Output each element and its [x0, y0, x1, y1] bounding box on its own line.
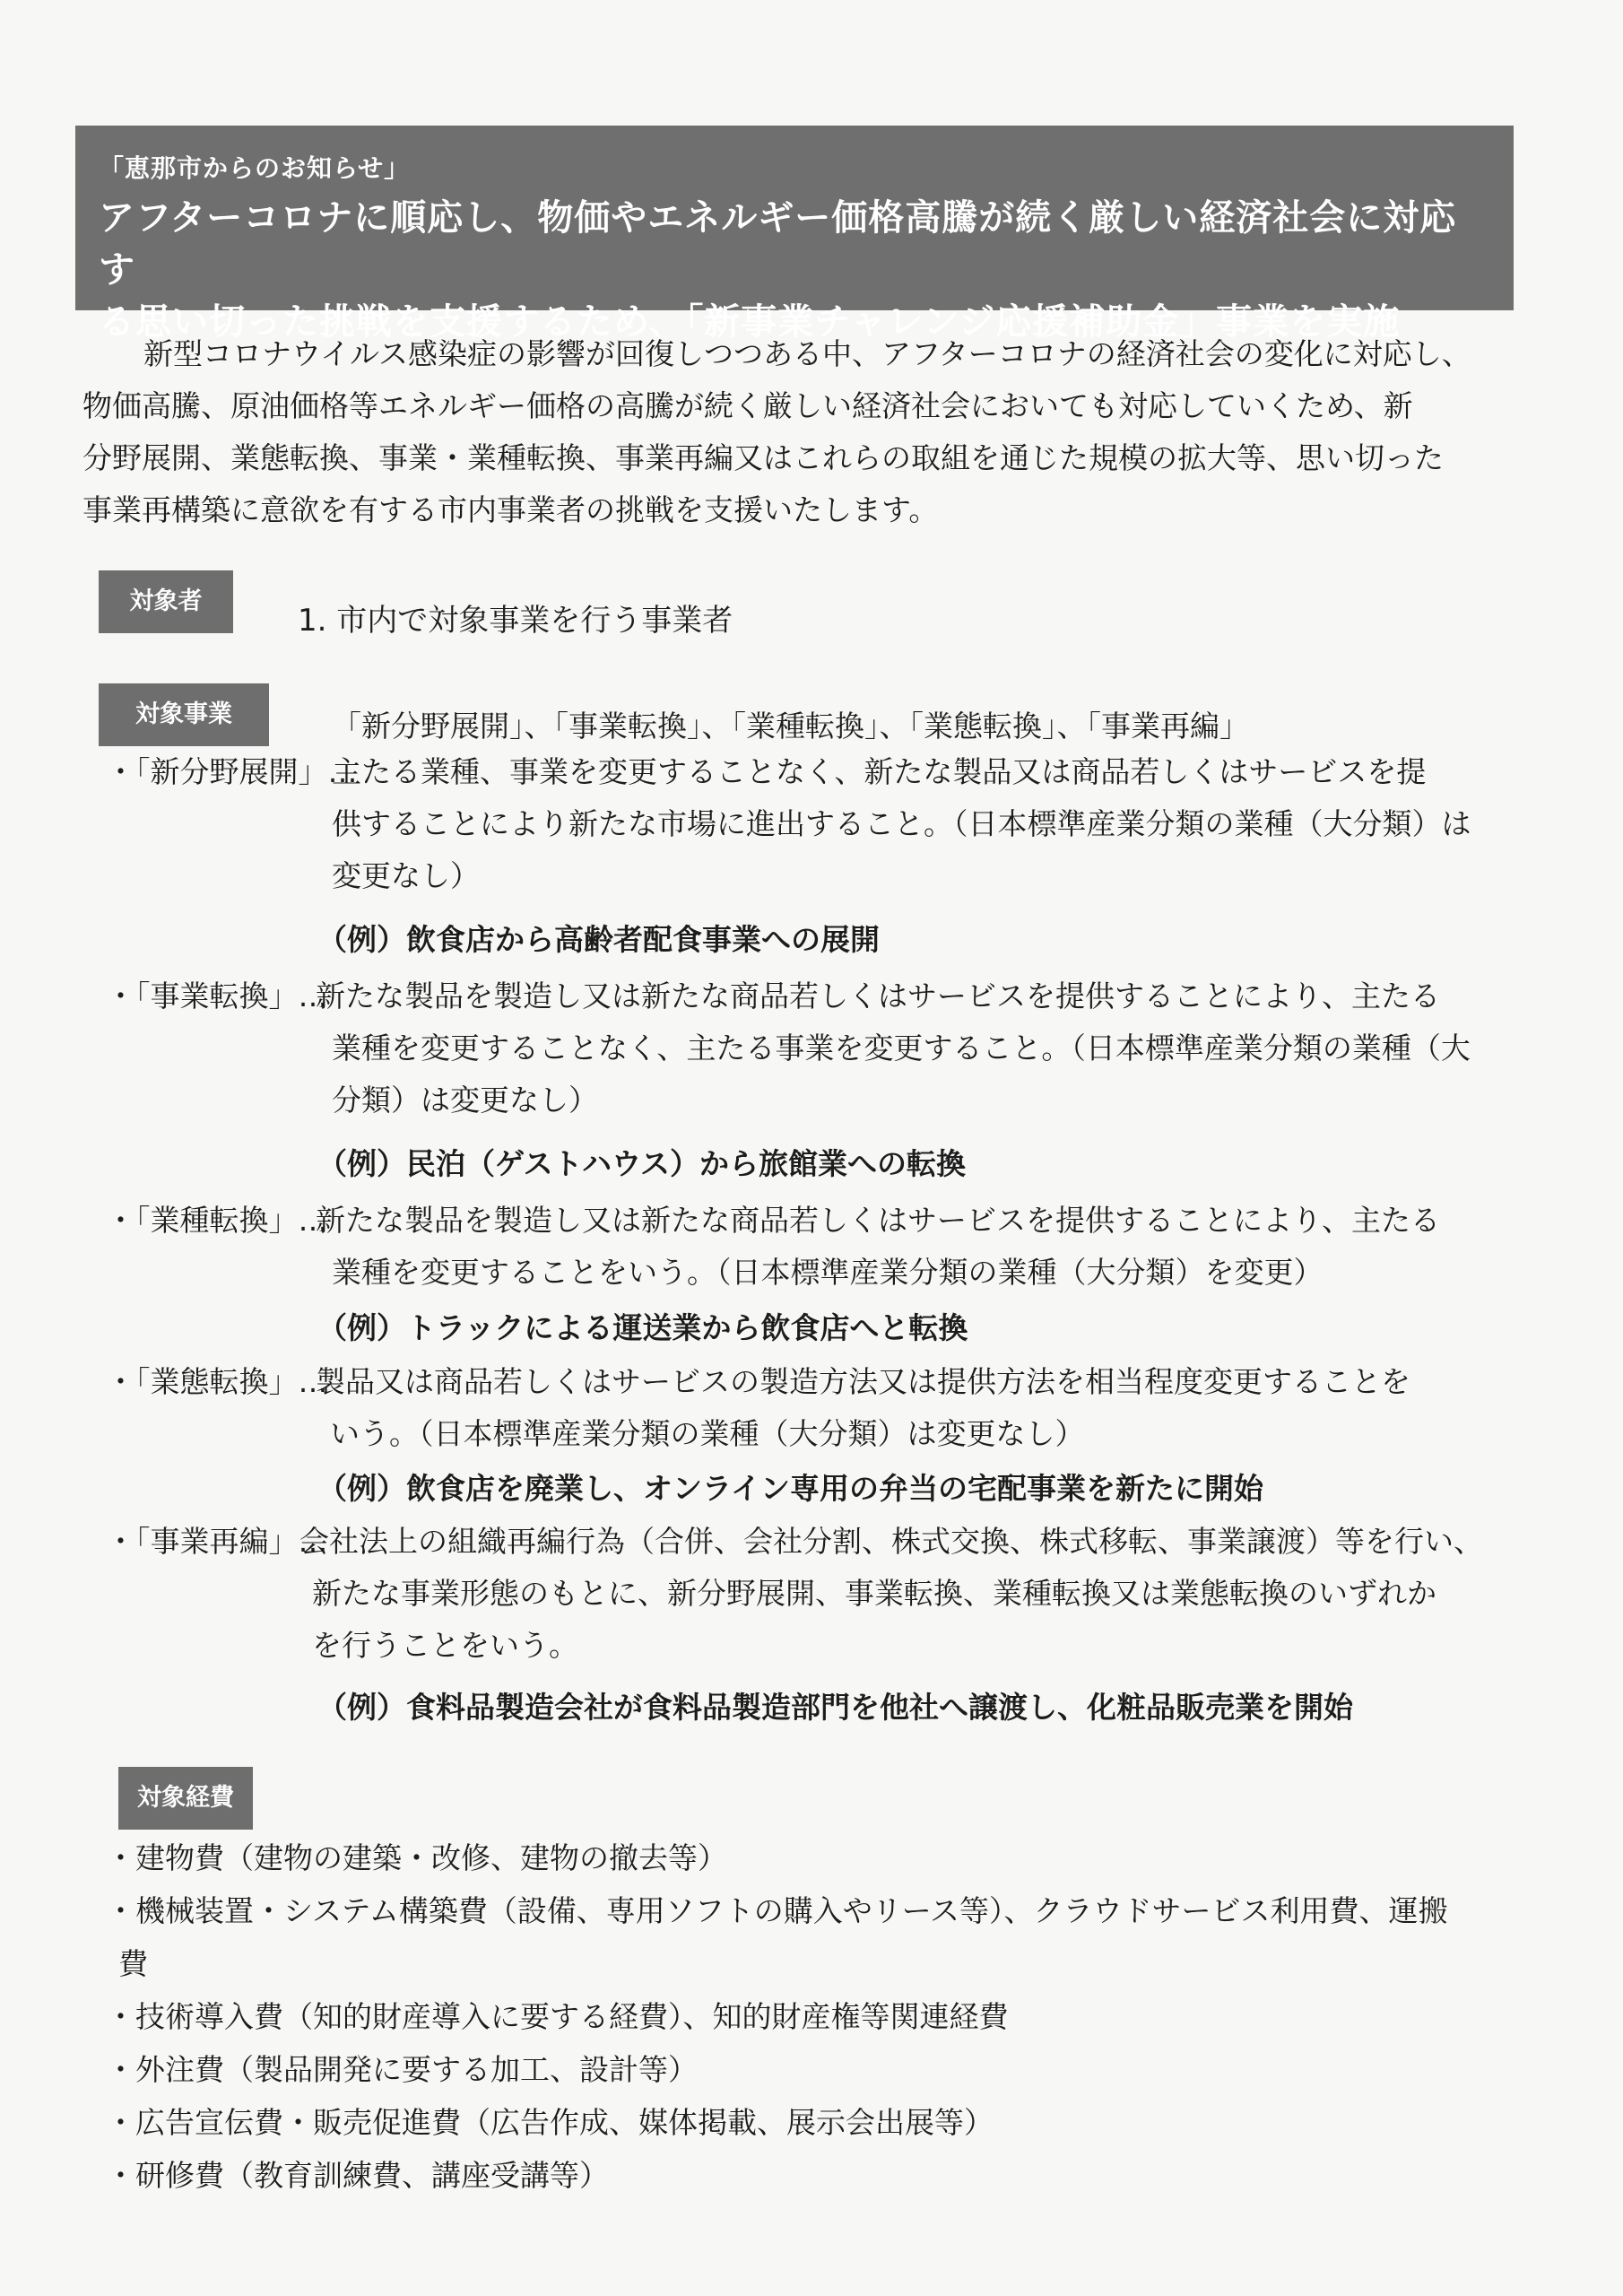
item-line: 新たな事業形態のもとに、新分野展開、事業転換、業種転換又は業態転換のいずれか [312, 1576, 1436, 1611]
item-lead: ・「業態転換」… [106, 1364, 328, 1399]
item-line: 分類）は変更なし） [332, 1083, 598, 1118]
cost-item: ・外注費（製品開発に要する加工、設計等） [106, 2052, 698, 2087]
example-reorganization: （例）食料品製造会社が食料品製造部門を他社へ譲渡し、化粧品販売業を開始 [317, 1690, 1353, 1725]
item-line: 業種を変更することなく、主たる事業を変更すること。（日本標準産業分類の業種（大 [332, 1031, 1471, 1065]
target-text: 1. 市内で対象事業を行う事業者 [298, 603, 733, 639]
business-item-new-field [106, 746, 1505, 908]
title-line-1: アフターコロナに順応し、物価やエネルギー価格高騰が続く厳しい経済社会に対応す [99, 197, 1457, 291]
intro-paragraph [82, 328, 1521, 536]
header-banner [75, 126, 1514, 343]
business-item-format-change [106, 1356, 1505, 1464]
cost-item: ・研修費（教育訓練費、講座受講等） [106, 2158, 609, 2193]
business-item-reorganization [106, 1516, 1505, 1677]
title-line-2: る思い切った挑戦を支援するため、「新事業チャレンジ応援補助金」事業を実施 [99, 301, 1401, 343]
item-lead: ・「新分野展開」… [106, 754, 358, 789]
item-line: いう。（日本標準産業分類の業種（大分類）は変更なし） [330, 1416, 1085, 1451]
intro-line: 分野展開、業態転換、事業・業種転換、事業再編又はこれらの取組を通じた規模の拡大等、思い切った [82, 440, 1444, 475]
cost-item: ・機械装置・システム構築費（設備、専用ソフトの購入やリース等）、クラウドサービス利用費、運搬 [106, 1893, 1448, 1928]
example-format-change: （例）飲食店を廃業し、オンライン専用の弁当の宅配事業を新たに開始 [317, 1471, 1264, 1506]
cost-item: ・建物費（建物の建築・改修、建物の撤去等） [106, 1840, 727, 1875]
business-item-business-change [106, 970, 1505, 1132]
item-line: 業種を変更することをいう。（日本標準産業分類の業種（大分類）を変更） [332, 1255, 1324, 1290]
intro-line: 新型コロナウイルス感染症の影響が回復しつつある中、アフターコロナの経済社会の変化に対応し、 [143, 336, 1471, 371]
example-business-change: （例）民泊（ゲストハウス）から旅館業への転換 [317, 1146, 967, 1181]
business-section-label: 対象事業 [99, 683, 269, 746]
intro-line: 事業再構築に意欲を有する市内事業者の挑戦を支援いたします。 [82, 492, 939, 527]
example-new-field: （例）飲食店から高齢者配食事業への展開 [317, 922, 880, 957]
item-line: 変更なし） [332, 858, 480, 893]
cost-item: ・技術導入費（知的財産導入に要する経費）、知的財産権等関連経費 [106, 1999, 1009, 2034]
item-line: 製品又は商品若しくはサービスの製造方法又は提供方法を相当程度変更することを [316, 1364, 1410, 1399]
item-lead: ・「事業転換」… [106, 978, 328, 1013]
costs-list [106, 1831, 1505, 2202]
cost-item: ・広告宣伝費・販売促進費（広告作成、媒体掲載、展示会出展等） [106, 2105, 994, 2140]
business-item-industry-change [106, 1195, 1505, 1302]
item-line: 新たな製品を製造し又は新たな商品若しくはサービスを提供することにより、主たる [316, 978, 1440, 1013]
page-title [99, 192, 1488, 348]
notice-label: 「恵那市からのお知らせ」 [99, 153, 411, 183]
item-line: を行うことをいう。 [312, 1628, 578, 1663]
intro-line: 物価高騰、原油価格等エネルギー価格の高騰が続く厳しい経済社会においても対応していくため、新 [82, 388, 1413, 423]
item-line: 供することにより新たな市場に進出すること。（日本標準産業分類の業種（大分類）は [332, 806, 1471, 841]
item-line: 会社法上の組織再編行為（合併、会社分割、株式交換、株式移転、事業譲渡）等を行い、 [299, 1524, 1483, 1559]
item-lead: ・「事業再編」… [106, 1524, 328, 1559]
cost-item: 費 [118, 1946, 148, 1981]
costs-section-label: 対象経費 [118, 1767, 253, 1830]
item-lead: ・「業種転換」… [106, 1203, 328, 1238]
business-summary: 「新分野展開」、「事業転換」、「業種転換」、「業態転換」、「事業再編」 [332, 709, 1249, 744]
target-section-label: 対象者 [99, 570, 233, 633]
item-line: 主たる業種、事業を変更することなく、新たな製品又は商品若しくはサービスを提 [332, 754, 1427, 789]
item-line: 新たな製品を製造し又は新たな商品若しくはサービスを提供することにより、主たる [316, 1203, 1440, 1238]
example-industry-change: （例）トラックによる運送業から飲食店へと転換 [317, 1310, 968, 1345]
